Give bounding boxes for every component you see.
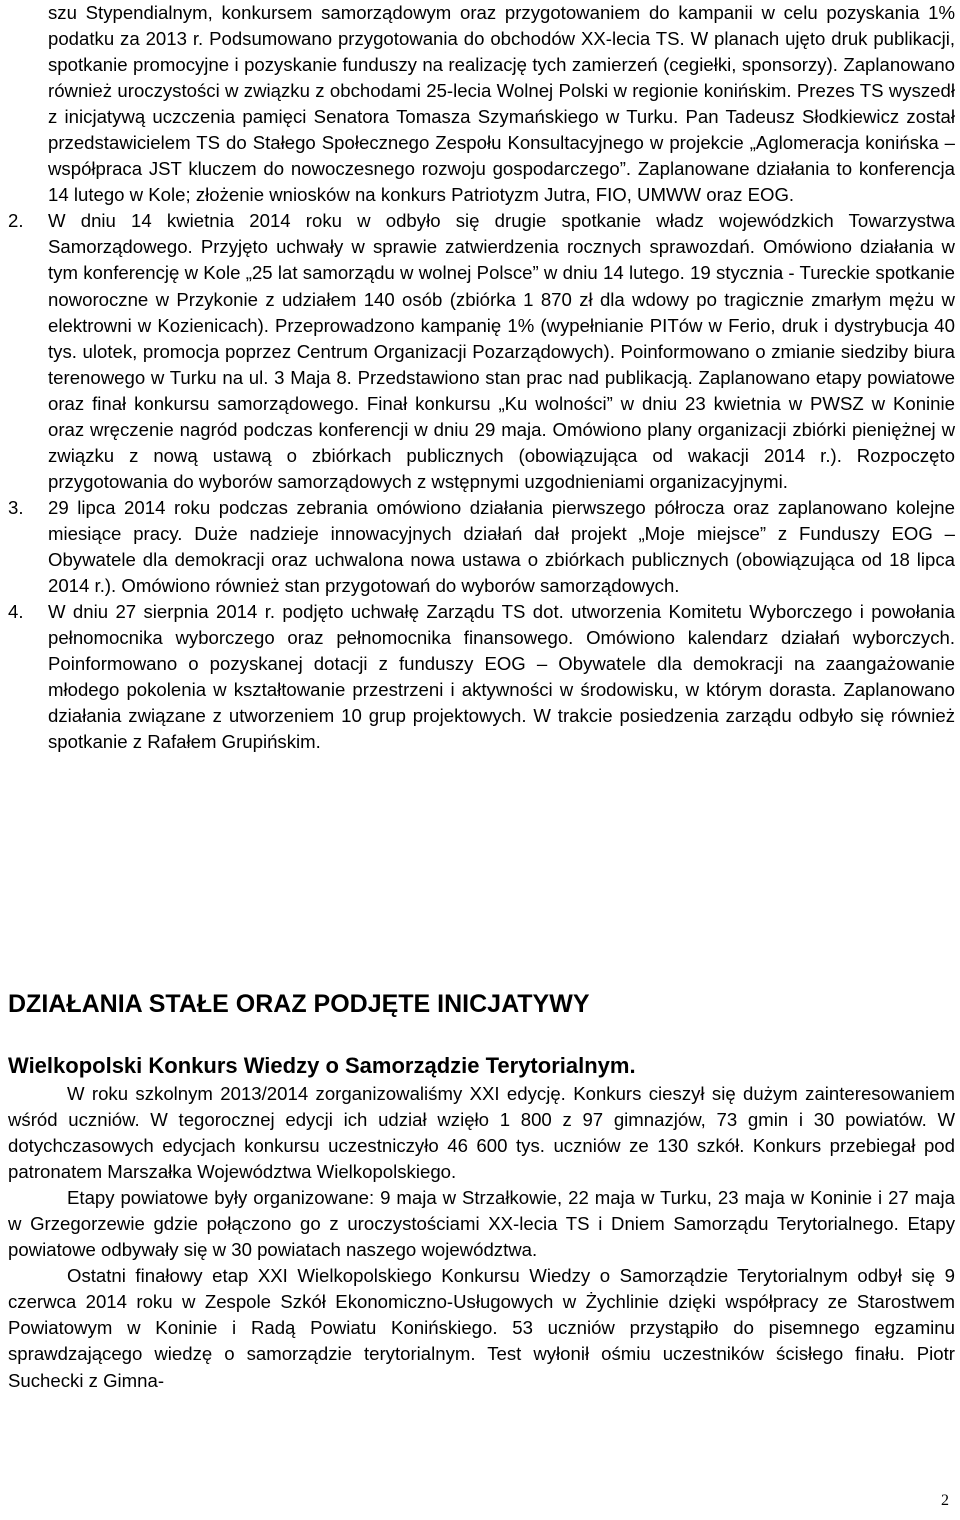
list-item-3 xyxy=(8,495,955,599)
competition-section xyxy=(8,1081,955,1394)
list-item-4 xyxy=(8,599,955,755)
list-item-text: 29 lipca 2014 roku podczas zebrania omówiono działania pierwszego półrocza oraz zaplanowano kolejne miesiące pracy. Duże nadzieje innowacyjnych działań dał projekt „Moje miejsce” z Funduszy EOG – Obywatele dla demokracji oraz uchwalona nowa ustawa o zbiórkach publicznych (obowiązująca od 18 lipca 2014 r.). Omówiono również stan przygotowań do wyborów samorządowych. xyxy=(48,496,955,597)
item-1-continuation: szu Stypendialnym, konkursem samorządowym oraz przygotowaniem do kampanii w celu pozyskania 1% podatku za 2013 r. Podsumowano przygotowania do obchodów XX-lecia TS. W planach ujęto druk publikacji, spotkanie promocyjne i pozyskanie funduszy na realizację tych zamierzeń (cegiełki, sponsorzy). Zaplanowano również uroczystości w związku z obchodami 25-lecia Wolnej Polski w regionie konińskim. Prezes TS wyszedł z inicjatywą uczczenia pamięci Senatora Tomasza Szymańskiego w Turku. Pan Tadeusz Słodkiewicz został przedstawicielem TS do Stałego Społecznego Zespołu Konsultacyjnego w projekcie „Aglomeracja konińska – współpraca JST kluczem do nowoczesnego rozwoju gospodarczego”. Zaplanowane działania to konferencja 14 lutego w Kole; złożenie wniosków na konkurs Patriotyzm Jutra, FIO, UMWW oraz EOG. xyxy=(48,2,955,206)
paragraph: W roku szkolnym 2013/2014 zorganizowaliśmy XXI edycję. Konkurs cieszył się dużym zainteresowaniem wśród uczniów. W tegorocznej edycji ich udział wzięło 1 800 z 97 gimnazjów, 73 gmin i 30 powiatów. W dotychczasowych edycjach konkursu uczestniczyło 46 600 tys. uczniów ze 130 szkół. Konkurs przebiegał pod patronatem Marszałka Województwa Wielkopolskiego. xyxy=(8,1083,955,1183)
subsection-heading: Wielkopolski Konkurs Wiedzy o Samorządzie Terytorialnym. xyxy=(8,1053,636,1078)
document-body xyxy=(8,0,955,755)
list-item-number: 2. xyxy=(8,210,24,232)
paragraph: Etapy powiatowe były organizowane: 9 maja w Strzałkowie, 22 maja w Turku, 23 maja w Koninie i 27 maja w Grzegorzewie gdzie połączono go z uroczystościami XX-lecia TS i Dniem Samorządu Terytorialnego. Etapy powiatowe odbywały się w 30 powiatach naszego województwa. xyxy=(8,1187,955,1261)
list-item-number: 3. xyxy=(8,496,24,518)
list-item-number: 4. xyxy=(8,601,24,623)
list-item-2 xyxy=(8,208,955,495)
page-number: 2 xyxy=(941,1492,949,1509)
list-item-text: W dniu 27 sierpnia 2014 r. podjęto uchwałę Zarządu TS dot. utworzenia Komitetu Wyborczego i powołania pełnomocnika wyborczego oraz pełnomocnika finansowego. Omówiono kalendarz działań wyborczych. Poinformowano o pozyskanej dotacji z funduszy EOG – Obywatele dla demokracji na zaangażowanie młodego pokolenia w kształtowanie przestrzeni i aktywności w środowisku, w którym dorasta. Zaplanowano działania związane z utworzeniem 10 grup projektowych. W trakcie posiedzenia zarządu odbyło się również spotkanie z Rafałem Grupińskim. xyxy=(48,601,955,753)
section-heading: DZIAŁANIA STAŁE ORAZ PODJĘTE INICJATYWY xyxy=(8,990,590,1018)
list-item-text: W dniu 14 kwietnia 2014 roku w odbyło się drugie spotkanie władz wojewódzkich Towarzystwa Samorządowego. Przyjęto uchwały w sprawie zatwierdzenia rocznych sprawozdań. Omówiono działania w tym konferencję w Kole „25 lat samorządu w wolnej Polsce” w dniu 14 lutego. 19 stycznia - Tureckie spotkanie noworoczne w Przykonie z udziałem 140 osób (zbiórka 1 870 zł dla wdowy po tragicznie zmarłym mężu w elektrowni w Kozienicach). Przeprowadzono kampanię 1% (wypełnianie PITów w Ferio, druk i dystrybucja 40 tys. ulotek, promocja poprzez Centrum Organizacji Pozarządowych). Poinformowano o zmianie siedziby biura terenowego w Turku na ul. 3 Maja 8. Przedstawiono stan prac nad publikacją. Zaplanowano etapy powiatowe oraz finał konkursu samorządowego. Finał konkursu „Ku wolności” w dniu 23 kwietnia w PWSZ w Koninie oraz wręczenie nagród podczas konferencji w dniu 29 maja. Omówiono plany organizacji zbiórki pieniężnej w związku z nową ustawą o zbiórkach publicznych (obowiązująca od wakacji 2014 r.). Rozpoczęto przygotowania do wyborów samorządowych z wstępnymi uzgodnieniami organizacyjnymi. xyxy=(48,210,955,492)
paragraph: Ostatni finałowy etap XXI Wielkopolskiego Konkursu Wiedzy o Samorządzie Terytorialnym odbył się 9 czerwca 2014 roku w Zespole Szkół Ekonomiczno-Usługowych w Żychlinie dzięki współpracy ze Starostwem Powiatowym w Koninie i Radą Powiatu Konińskiego. 53 uczniów przystąpiło do pisemnego egzaminu sprawdzającego wiedzę o samorządzie terytorialnym. Test wyłonił ośmiu uczestników ścisłego finału. Piotr Suchecki z Gimna- xyxy=(8,1265,955,1391)
